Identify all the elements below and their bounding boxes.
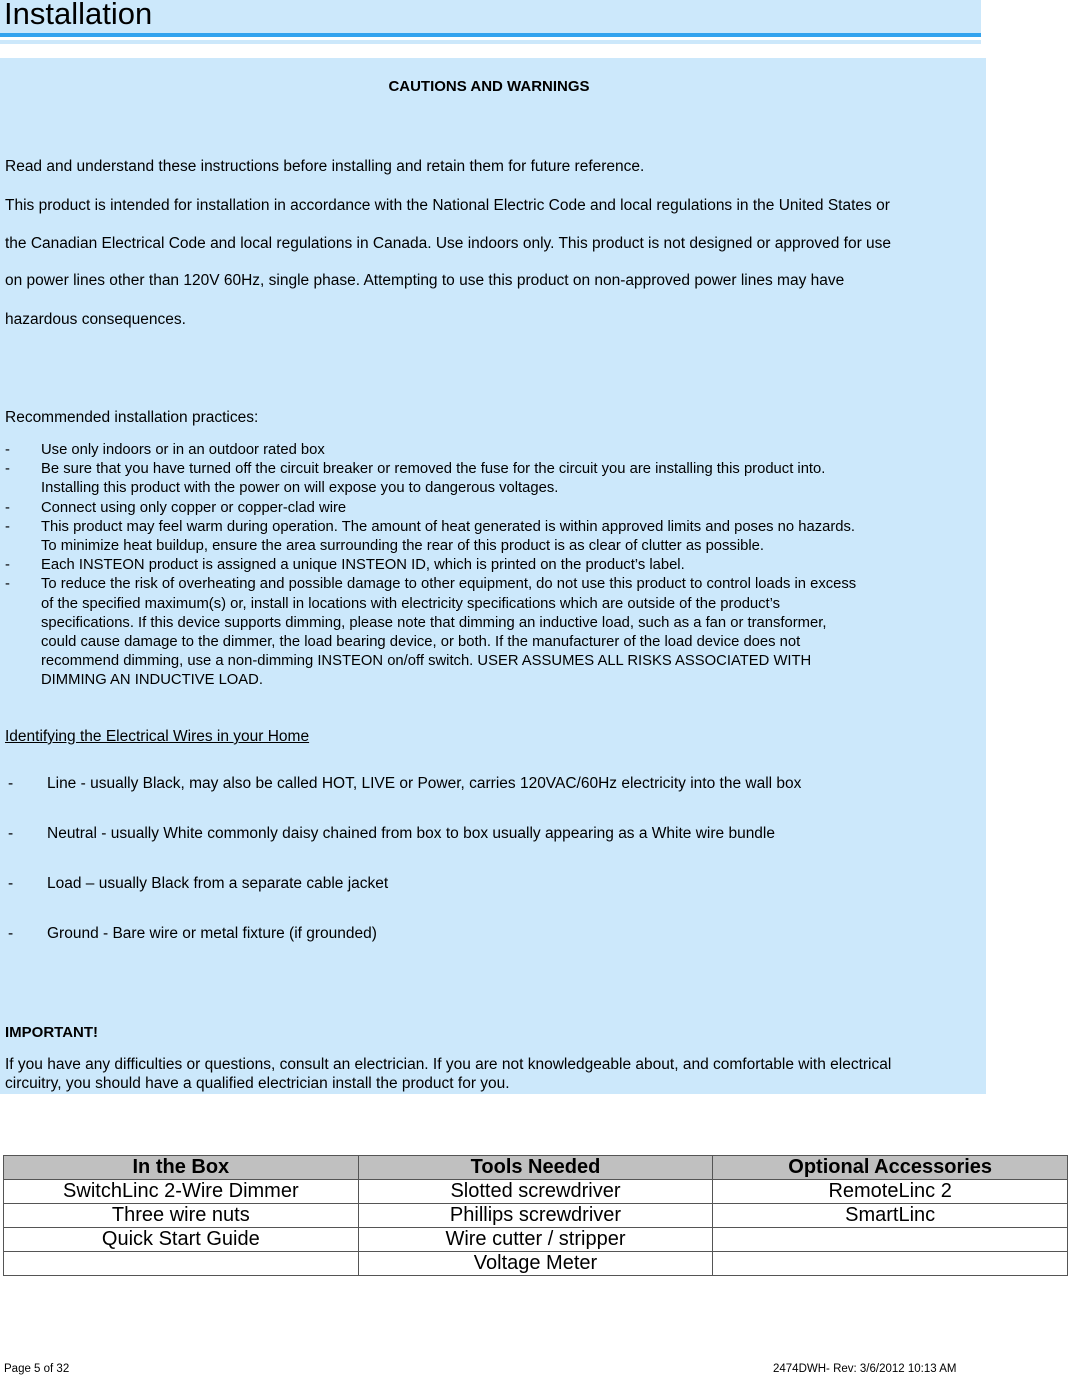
- intro-line: Read and understand these instructions before installing and retain them for future reference.: [5, 158, 645, 175]
- intro-line: the Canadian Electrical Code and local regulations in Canada. Use indoors only. This product is not designed or approved for use: [5, 235, 892, 252]
- list-item: - Use only indoors or in an outdoor rated box: [5, 442, 325, 458]
- table-cell: SmartLinc: [713, 1204, 1068, 1228]
- list-item: - To reduce the risk of overheating and possible damage to other equipment, do not use this product to control loads in excess of the specified maximum(s) or, install in locations with electricity specifications which are outside of the product’s specifications. If this device supports dimming, please note that dimming an inductive load, such as a fan or transformer, could cause damage to the dimmer, the load bearing device, or both. If the manufacturer of the load device does not recommend dimming, use a non-dimming INSTEON on/off switch. USER ASSUMES ALL RISKS ASSOCIATED WITH DIMMING AN INDUCTIVE LOAD.: [5, 576, 857, 689]
- page-number: Page 5 of 32: [4, 1363, 70, 1375]
- list-item: - Each INSTEON product is assigned a unique INSTEON ID, which is printed on the product’s label.: [5, 557, 685, 574]
- contents-table: [3, 1155, 1068, 1276]
- page-title: Installation: [4, 0, 153, 31]
- intro-line: hazardous consequences.: [5, 311, 186, 328]
- list-item: - Connect using only copper or copper-clad wire: [5, 499, 347, 516]
- wires-heading: Identifying the Electrical Wires in your Home: [5, 728, 310, 745]
- list-item: - Ground - Bare wire or metal fixture (if grounded): [8, 925, 377, 942]
- important-line: If you have any difficulties or questions, consult an electrician. If you are not knowledgeable about, and comfortable with electrical: [5, 1056, 892, 1073]
- table-cell: [713, 1228, 1068, 1252]
- table-cell: [713, 1252, 1068, 1276]
- table-row: [4, 1228, 1068, 1252]
- table-cell: Three wire nuts: [4, 1204, 359, 1228]
- intro-line: This product is intended for installation in accordance with the National Electric Code and local regulations in the United States or: [5, 197, 890, 214]
- table-row: [4, 1204, 1068, 1228]
- table-cell: Voltage Meter: [358, 1252, 713, 1276]
- cautions-panel: [0, 58, 986, 1094]
- table-row: [4, 1252, 1068, 1276]
- header-rule: [0, 33, 981, 37]
- list-item: - This product may feel warm during operation. The amount of heat generated is within approved limits and poses no hazards. To minimize heat buildup, ensure the area surrounding the rear of this product is as clear of clutter as possible.: [5, 518, 856, 555]
- column-header: Tools Needed: [358, 1156, 713, 1180]
- practices-list: [5, 441, 975, 691]
- table-header-row: [4, 1156, 1068, 1180]
- list-item: - Be sure that you have turned off the circuit breaker or removed the fuse for the circuit you are installing this product into. Installing this product with the power on will expose you to dangerous voltages.: [5, 461, 826, 497]
- list-item: - Load – usually Black from a separate cable jacket: [8, 875, 389, 892]
- column-header: Optional Accessories: [713, 1156, 1068, 1180]
- recommended-label: Recommended installation practices:: [5, 409, 259, 426]
- table-cell: Wire cutter / stripper: [358, 1228, 713, 1252]
- intro-line: on power lines other than 120V 60Hz, single phase. Attempting to use this product on non-approved power lines may have: [5, 272, 845, 289]
- column-header: In the Box: [4, 1156, 359, 1180]
- table-cell: [4, 1252, 359, 1276]
- revision-label: 2474DWH- Rev: 3/6/2012 10:13 AM: [773, 1363, 957, 1375]
- section-header: [0, 0, 981, 33]
- table-cell: Slotted screwdriver: [358, 1180, 713, 1204]
- list-item: - Line - usually Black, may also be called HOT, LIVE or Power, carries 120VAC/60Hz electricity into the wall box: [8, 775, 802, 792]
- table-cell: Phillips screwdriver: [358, 1204, 713, 1228]
- table-cell: RemoteLinc 2: [713, 1180, 1068, 1204]
- table-cell: Quick Start Guide: [4, 1228, 359, 1252]
- cautions-heading: CAUTIONS AND WARNINGS: [388, 78, 590, 95]
- important-line: circuitry, you should have a qualified electrician install the product for you.: [5, 1075, 510, 1092]
- table-row: [4, 1180, 1068, 1204]
- important-label: IMPORTANT!: [5, 1024, 99, 1041]
- header-rule-light: [0, 40, 981, 44]
- table-cell: SwitchLinc 2-Wire Dimmer: [4, 1180, 359, 1204]
- list-item: - Neutral - usually White commonly daisy chained from box to box usually appearing as a White wire bundle: [8, 825, 775, 842]
